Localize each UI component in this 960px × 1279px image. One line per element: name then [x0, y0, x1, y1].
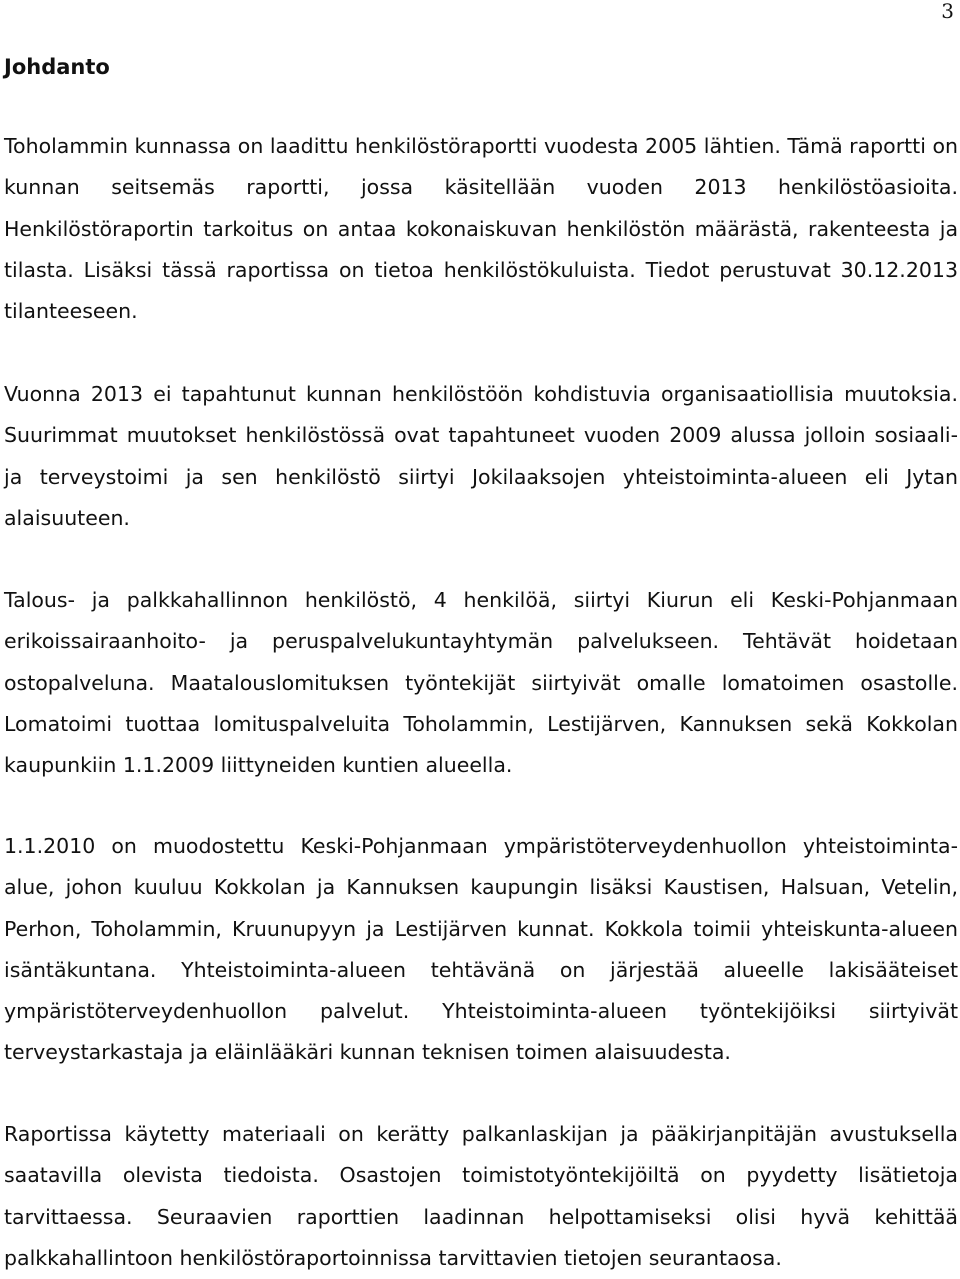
paragraph-environmental-health: 1.1.2010 on muodostettu Keski-Pohjanmaan ympäristöterveydenhuollon yhteistoiminta-alue, johon kuuluu Kokkolan ja Kannuksen kaupungin lisäksi Kaustisen, Halsuan, Vetelin, Perhon, Toholammin, Kruunupyyn ja Lestijärven kunnat. Kokkola toimii yhteiskunta-alueen isäntäkuntana. Yhteistoiminta-alueen tehtävänä on järjestää alueelle lakisääteiset ympäristöterveydenhuollon palvelut. Yhteistoiminta-alueen työntekijöiksi siirtyivät terveystarkastaja ja eläinlääkäri kunnan teknisen toimen alaisuudesta.: [4, 834, 958, 1065]
paragraph-payroll-transfer: Talous- ja palkkahallinnon henkilöstö, 4 henkilöä, siirtyi Kiurun eli Keski-Pohjanmaan erikoissairaanhoito- ja peruspalvelukuntayhtymän palvelukseen. Tehtävät hoidetaan ostopalveluna. Maatalouslomituksen työntekijät siirtyivät omalle lomatoimen osastolle. Lomatoimi tuottaa lomituspalveluita Toholammin, Lestijärven, Kannuksen sekä Kokkolan kaupunkiin 1.1.2009 liittyneiden kuntien alueella.: [4, 588, 958, 778]
paragraph-report-material: Raportissa käytetty materiaali on kerätty palkanlaskijan ja pääkirjanpitäjän avustuksella saatavilla olevista tiedoista. Osastojen toimistotyöntekijöiltä on pyydetty lisätietoja tarvittaessa. Seuraavien raporttien laadinnan helpottamiseksi olisi hyvä kehittää palkkahallintoon henkilöstöraportoinnissa tarvittavien tietojen seurantaosa.: [4, 1122, 958, 1270]
paragraph-organisational-changes: Vuonna 2013 ei tapahtunut kunnan henkilöstöön kohdistuvia organisaatiollisia muutoksia. Suurimmat muutokset henkilöstössä ovat tapahtuneet vuoden 2009 alussa jolloin sosiaali- ja terveystoimi ja sen henkilöstö siirtyi Jokilaaksojen yhteistoiminta-alueen eli Jytan alaisuuteen.: [4, 382, 958, 530]
paragraph-introduction: Toholammin kunnassa on laadittu henkilöstöraportti vuodesta 2005 lähtien. Tämä raportti on kunnan seitsemäs raportti, jossa käsitellään vuoden 2013 henkilöstöasioita. Henkilöstöraportin tarkoitus on antaa kokonaiskuvan henkilöstön määrästä, rakenteesta ja tilasta. Lisäksi tässä raportissa on tietoa henkilöstökuluista. Tiedot perustuvat 30.12.2013 tilanteeseen.: [4, 134, 958, 324]
section-heading: Johdanto: [4, 55, 110, 79]
page-number: 3: [941, 0, 954, 23]
